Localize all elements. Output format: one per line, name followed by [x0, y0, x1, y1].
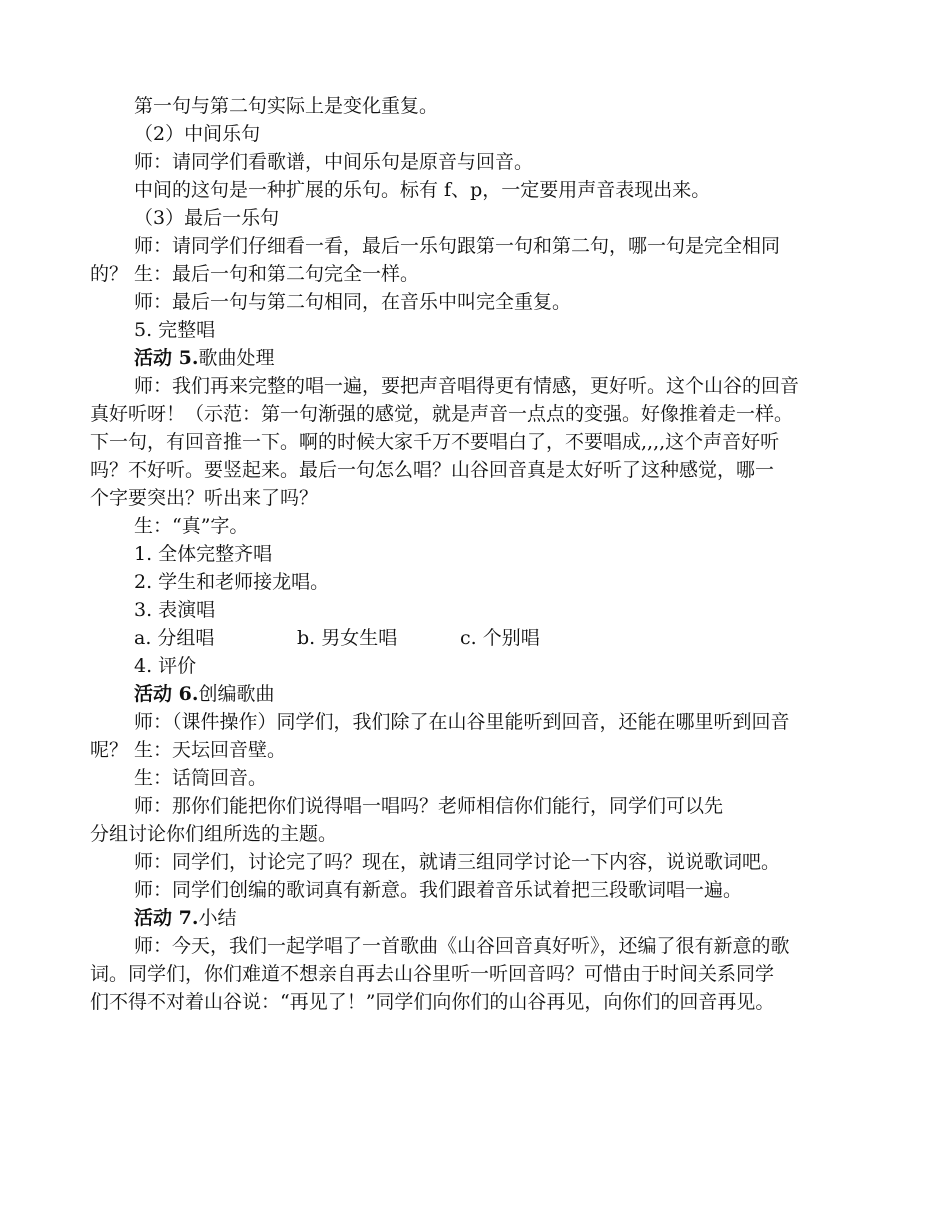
paragraph: 中间的这句是一种扩展的乐句。标有 f、p，一定要用声音表现出来。 [134, 179, 711, 201]
document-body [90, 92, 880, 1016]
activity-title: 小结 [198, 907, 237, 929]
activity-label: 活动 5. [134, 347, 199, 369]
paragraph-continuation: 个字要突出？听出来了吗？ [90, 487, 319, 509]
activity-heading [90, 904, 880, 932]
activity-heading [90, 680, 880, 708]
activity-heading [90, 344, 880, 372]
activity-title: 歌曲处理 [198, 347, 275, 369]
paragraph-continuation: 词。同学们，你们难道不想亲自再去山谷里听一听回音吗？可惜由于时间关系同学 [90, 963, 775, 985]
paragraph: 师：请同学们仔细看一看，最后一乐句跟第一句和第二句，哪一句是完全相同 [134, 235, 781, 257]
list-item: 5. 完整唱 [134, 319, 216, 341]
paragraph: 师：最后一句与第二句相同，在音乐中叫完全重复。 [134, 291, 572, 313]
subheading: （3）最后一乐句 [134, 207, 280, 229]
activity-label: 活动 7. [134, 907, 199, 929]
paragraph: 师：那你们能把你们说得唱一唱吗？老师相信你们能行，同学们可以先 [134, 795, 724, 817]
paragraph-continuation: 呢？ 生：天坛回音壁。 [90, 739, 287, 761]
paragraph: 师：同学们，讨论完了吗？现在，就请三组同学讨论一下内容，说说歌词吧。 [134, 851, 781, 873]
list-item: 4. 评价 [134, 655, 197, 677]
paragraph: 生：“真”字。 [134, 515, 249, 537]
paragraph-continuation: 真好听呀！（示范：第一句渐强的感觉，就是声音一点点的变强。好像推着走一样。 [90, 403, 794, 425]
paragraph: 师：（课件操作）同学们，我们除了在山谷里能听到回音，还能在哪里听到回音 [134, 711, 790, 733]
option-c: c. 个别唱 [460, 627, 540, 649]
paragraph-continuation: 的？ 生：最后一句和第二句完全一样。 [90, 263, 420, 285]
paragraph: 师：我们再来完整的唱一遍，要把声音唱得更有情感，更好听。这个山谷的回音 [134, 375, 800, 397]
activity-label: 活动 6. [134, 683, 199, 705]
paragraph-continuation: 吗？不好听。要竖起来。最后一句怎么唱？山谷回音真是太好听了这种感觉，哪一 [90, 459, 775, 481]
activity-title: 创编歌曲 [198, 683, 275, 705]
paragraph: 生：话筒回音。 [134, 767, 268, 789]
options-row [90, 624, 880, 652]
paragraph-continuation: 下一句，有回音推一下。啊的时候大家千万不要唱白了，不要唱成,,,,这个声音好听 [90, 431, 780, 453]
subheading: （2）中间乐句 [134, 123, 261, 145]
list-item: 1. 全体完整齐唱 [134, 543, 273, 565]
paragraph-continuation: 们不得不对着山谷说：“再见了！”同学们向你们的山谷再见，向你们的回音再见。 [90, 991, 775, 1013]
paragraph-continuation: 分组讨论你们组所选的主题。 [90, 823, 338, 845]
list-item: 2. 学生和老师接龙唱。 [134, 571, 330, 593]
paragraph: 第一句与第二句实际上是变化重复。 [134, 95, 439, 117]
paragraph: 师：请同学们看歌谱，中间乐句是原音与回音。 [134, 151, 534, 173]
paragraph: 师：今天，我们一起学唱了一首歌曲《山谷回音真好听》，还编了很有新意的歌 [134, 935, 790, 957]
option-b: b. 男女生唱 [297, 627, 398, 649]
list-item: 3. 表演唱 [134, 599, 216, 621]
option-a: a. 分组唱 [134, 627, 215, 649]
paragraph: 师：同学们创编的歌词真有新意。我们跟着音乐试着把三段歌词唱一遍。 [134, 879, 743, 901]
